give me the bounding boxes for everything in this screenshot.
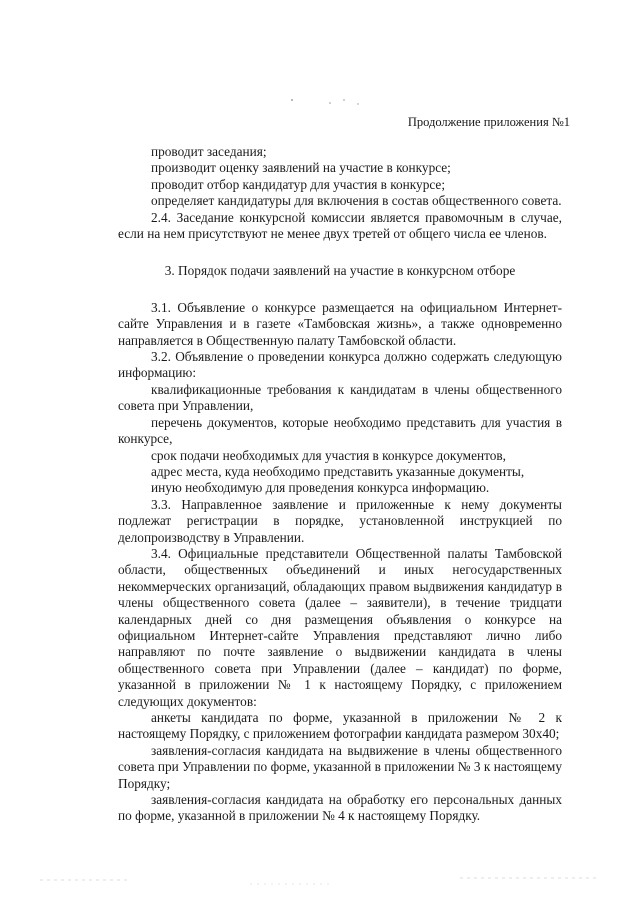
paragraph: 3.2. Объявление о проведении конкурса должно содержать следующую информацию: xyxy=(118,349,562,381)
paragraph: проводит отбор кандидатур для участия в конкурсе; xyxy=(151,176,446,192)
page-header: Продолжение приложения №1 xyxy=(407,115,570,129)
paragraph: 2.4. Заседание конкурсной комиссии является правомочным в случае, если на нем присутствуют не менее двух третей от общего числа ее членов. xyxy=(118,209,562,242)
paragraph: квалификационные требования к кандидатам в члены общественного совета при Управлении, xyxy=(118,381,562,414)
paragraph: 3.4. Официальные представители Общественной палаты Тамбовской области, общественных объединений и иных негосударственных некоммерческих организаций, обладающих правом выдвижения кандидатур в члены общественного совета (далее – заявители), в течение тридцати календарных дней со дня размещения объявления о конкурсе на официальном Интернет-сайте Управления представляют лично либо направляют по почте заявление о выдвижении кандидата в члены общественного совета при Управлении (далее – кандидат) по форме, указанной в приложении № 1 к настоящему Порядку, с приложением следующих документов: xyxy=(118,545,562,709)
section-heading: 3. Порядок подачи заявлений на участие в конкурсном отборе xyxy=(164,263,516,279)
paragraph: перечень документов, которые необходимо представить для участия в конкурсе, xyxy=(118,414,562,447)
paragraph: определяет кандидатуры для включения в состав общественного совета. xyxy=(151,193,562,209)
paragraph: 3.1. Объявление о конкурсе размещается на официальном Интернет-сайте Управления и в газете «Тамбовская жизнь», а также одновременно направляется в Общественную палату Тамбовской области. xyxy=(118,299,562,348)
paragraph: иную необходимую для проведения конкурса информацию. xyxy=(151,480,490,496)
paragraph: анкеты кандидата по форме, указанной в приложении № 2 к настоящему Порядку, с приложением фотографии кандидата размером 30х40; xyxy=(118,710,562,742)
paragraph: производит оценку заявлений на участие в конкурсе; xyxy=(151,160,451,176)
paragraph: заявления-согласия кандидата на обработку его персональных данных по форме, указанной в приложении № 4 к настоящему Порядку. xyxy=(118,792,562,824)
document-body xyxy=(118,144,562,825)
paragraph: заявления-согласия кандидата на выдвижение в члены общественного совета при Управлении по форме, указанной в приложении № 3 к настоящему Порядку; xyxy=(118,742,562,791)
paragraph: адрес места, куда необходимо представить указанные документы, xyxy=(151,463,525,479)
paragraph: срок подачи необходимых для участия в конкурсе документов, xyxy=(151,447,506,463)
paragraph: проводит заседания; xyxy=(151,144,267,159)
paragraph: 3.3. Направленное заявление и приложенные к нему документы подлежат регистрации в порядке, установленной инструкцией по делопроизводству в Управлении. xyxy=(118,496,562,545)
